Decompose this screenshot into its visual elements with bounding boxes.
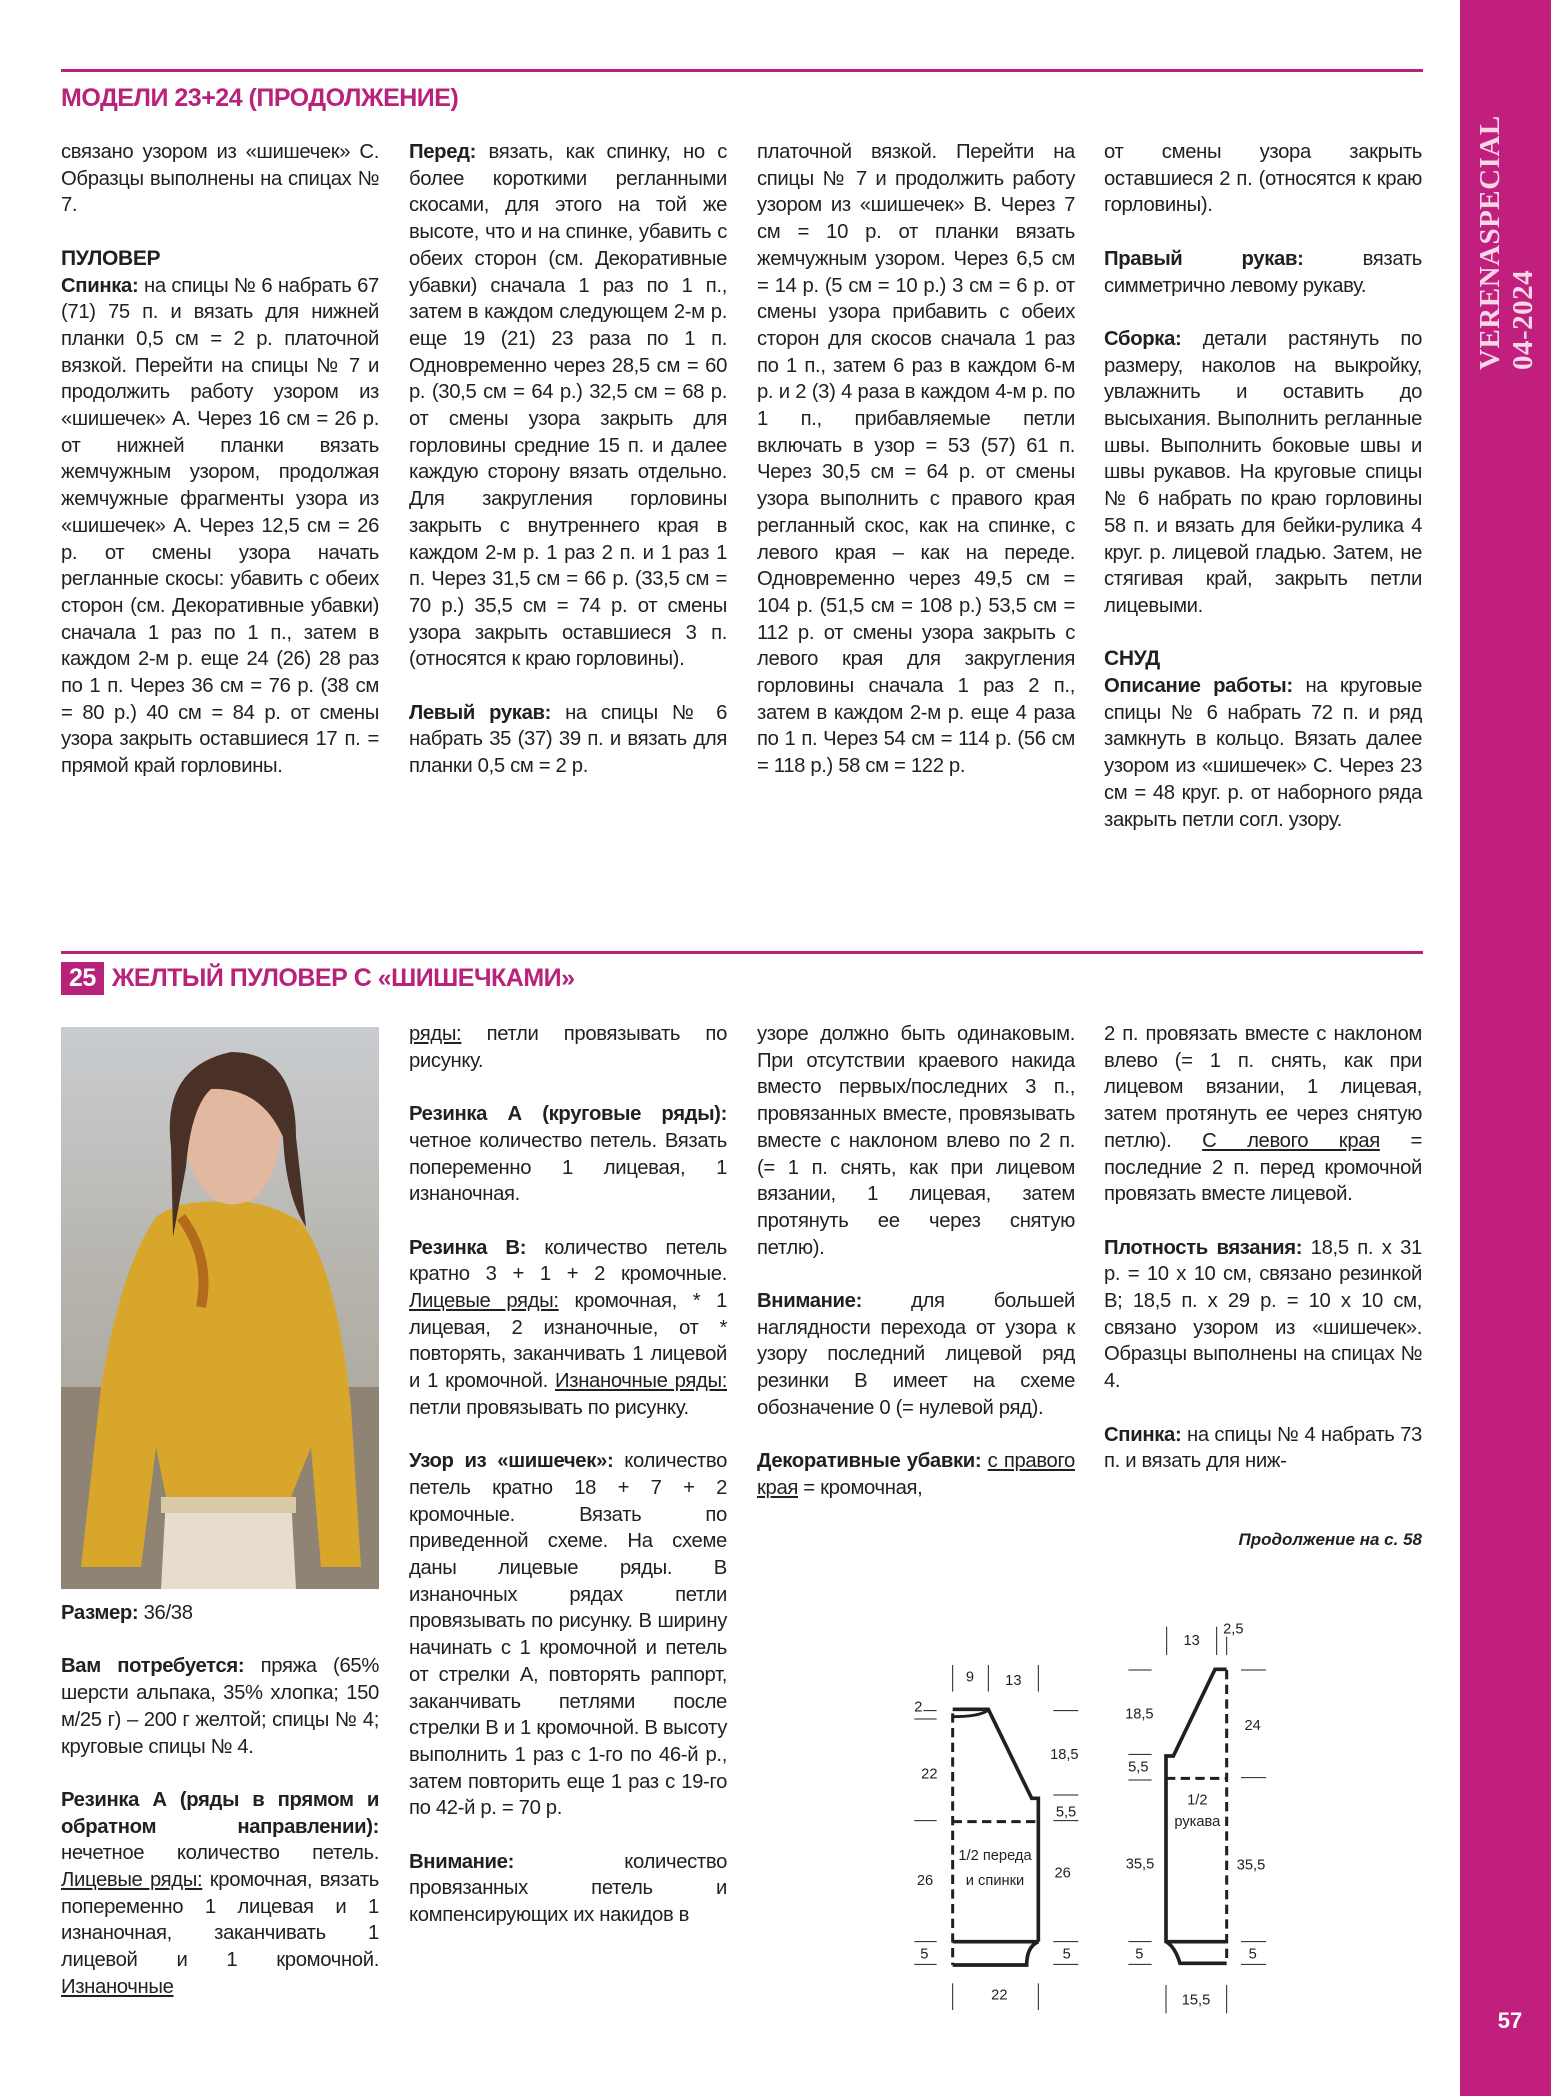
paragraph: [1104, 673, 1422, 833]
text: = кромочная,: [798, 1476, 923, 1499]
bold-lead: Резинка В:: [409, 1236, 527, 1259]
paragraph: [61, 1787, 379, 2001]
text: платочной вязкой. Перейти на спицы № 7 и продолжить работу узором из «шишечек» В. Через 7 см = 10 р. от планки вязать жемчужным узором. Через 6,5 см = 14 р. (5 см = 10 р.) 3 см = 6 р. от смены узора прибавить с обеих сторон для скосов сначала 1 раз по 1 п., затем 6 раз в каждом 6-м р. и 2 (3) 4 раза в каждом 4-м р. по 1 п., прибавляемые петли включать в узор = 53 (57) 61 п. Через 30,5 см = 64 р. от смены узора выполнить с правого края регланный скос, как на спинке, с левого края – как на переде. Одновременно через 49,5 см = 104 р. (51,5 см = 108 р.) 53,5 см = 112 р. от смены узора закрыть с левого края для закругления горловины сначала 1 раз 2 п., затем в каждом 2-м р. еще 4 раза по 1 п. Через 54 см = 114 р. (56 см = 118 р.) 58 см = 122 р.: [757, 141, 1075, 778]
paragraph: [409, 1101, 727, 1208]
bold-lead: Декоративные убавки:: [757, 1450, 982, 1473]
paragraph: [1104, 1235, 1422, 1395]
text: детали растянуть по размеру, наколов на выкройку, увлажнить и оставить до высыхания. Выполнить регланные швы. Выполнить боковые швы и швы рукавов. На круговые спицы № 6 набрать по краю горловины 58 п. и вязать для бейки-рулика 4 круг. р. лицевой гладью. Затем, не стягивая край, закрыть петли лицевыми.: [1104, 327, 1422, 617]
dimension-label: 26: [916, 1873, 934, 1889]
paragraph: [409, 1021, 727, 1074]
bold-lead: Вам потребуется:: [61, 1655, 245, 1678]
dimension-label: 2: [914, 1699, 923, 1716]
section1-column-4: [1104, 139, 1422, 860]
paragraph: [409, 1849, 727, 1929]
underlined-term: Изнаночные: [61, 1975, 174, 1998]
section2-column-2: [409, 1021, 727, 1956]
dimension-label: 2,5: [1223, 1621, 1244, 1638]
dimension-label: 13: [1183, 1633, 1200, 1649]
text: количество петель кратно 3 + 1 + 2 кромочные.: [409, 1236, 727, 1286]
dimension-label: 18,5: [1125, 1706, 1154, 1723]
dimension-label: 9: [965, 1669, 975, 1686]
text: нечетное количество петель.: [61, 1842, 379, 1865]
subheading: [1104, 646, 1422, 673]
bold-lead: Спинка:: [1104, 1423, 1182, 1446]
paragraph: [409, 139, 727, 673]
bold-lead: Плотность вязания:: [1104, 1236, 1303, 1259]
dimension-label: 5: [1135, 1946, 1144, 1963]
text: для большей наглядности перехода от узора к узору последний лицевой ряд резинки В имеет на схеме обозначение 0 (= нулевой ряд).: [757, 1290, 1075, 1419]
paragraph: [757, 1288, 1075, 1422]
text: петли провязывать по рисунку.: [409, 1023, 727, 1072]
section2-title: [61, 962, 575, 995]
underlined-term: с правого края: [757, 1450, 1075, 1499]
dimension-label: 5: [1248, 1946, 1257, 1963]
dimension-label: 5: [920, 1946, 929, 1963]
paragraph: [1104, 246, 1422, 299]
model-number-badge: 25: [61, 962, 104, 995]
body-diagram: [914, 1665, 1078, 2010]
bold-lead: ПУЛОВЕР: [61, 246, 161, 270]
underlined-term: Лицевые ряды:: [61, 1869, 203, 1891]
text: на спицы № 6 набрать 67 (71) 75 п. и вязать для нижней планки 0,5 см = 2 р. платочной вязкой. Перейти на спицы № 7 и продолжить работу узором из «шишечек» А. Через 16 см = 26 р. от нижней планки вязать жемчужным узором, продолжая жемчужные фрагменты узора из «шишечек» А. Через 12,5 см = 26 р. от смены узора начать регланные скосы: убавить с обеих сторон (см. Декоративные убавки) сначала 1 раз по 1 п., затем в каждом 2-м р. еще 24 (26) 28 раз по 1 п. Через 36 см = 76 р. (38 см = 80 р.) 40 см = 84 р. от смены узора закрыть оставшиеся 17 п. = прямой край горловины.: [61, 274, 379, 778]
bold-lead: Левый рукав:: [409, 701, 552, 724]
underlined-term: Лицевые ряды:: [409, 1290, 559, 1312]
bold-lead: Правый рукав:: [1104, 247, 1304, 270]
text: вязать, как спинку, но с более короткими регланными скосами, для этого на той же высоте, что и на спинке, убавить с обеих сторон (см. Декоративные убавки) сначала 1 раз по 1 п., затем в каждом следующем 2-м р. еще 19 (21) 23 раза по 1 п. Одновременно через 28,5 см = 60 р. (30,5 см = 64 р.) 32,5 см = 68 р. от смены узора закрыть для горловины средние 15 п. и далее каждую сторону вязать отдельно. Для закругления горловины закрыть с внутреннего края в каждом 2-м р. 1 раз 2 п. и 1 раз 1 п. Через 31,5 см = 66 р. (33,5 см = 70 р.) 35,5 см = 74 р. от смены узора закрыть оставшиеся 3 п. (относятся к краю горловины).: [409, 141, 727, 671]
dimension-label: 35,5: [1125, 1856, 1155, 1873]
underlined-term: С левого края: [1202, 1129, 1380, 1152]
underlined-term: ряды:: [409, 1023, 462, 1045]
pattern-diagrams: [820, 1600, 1440, 2030]
paragraph: [409, 1235, 727, 1422]
dimension-label: 22: [991, 1987, 1008, 2004]
continued-note: Продолжение на с. 58: [1238, 1530, 1422, 1549]
paragraph: [757, 139, 1075, 780]
text: петли провязывать по рисунку.: [409, 1396, 689, 1419]
section2-column-4: [1104, 1021, 1422, 1502]
dimension-label: 15,5: [1181, 1992, 1211, 2009]
paragraph: [1104, 139, 1422, 219]
model-photo: [61, 1027, 379, 1589]
text: вязать симметрично левому рукаву.: [1104, 247, 1422, 297]
paragraph: [61, 273, 379, 780]
bold-lead: Описание работы:: [1104, 675, 1293, 698]
paragraph: [757, 1021, 1075, 1261]
piece-label: 1/2: [1187, 1792, 1208, 1809]
sleeve-diagram-labels: [1125, 1621, 1265, 2008]
text: 2 п. провязать вместе с наклоном влево (= 1 п. снять, как при лицевом вязании, 1 лицевая, затем протянуть ее через снятую петлю).: [1104, 1023, 1422, 1152]
bold-lead: Узор из «шишечек»:: [409, 1450, 614, 1473]
text: количество петель кратно 18 + 7 + 2 кромочные. Вязать по приведенной схеме. На схеме даны лицевые ряды. В изнаночных рядах петли провязывать по рисунку. В ширину начинать с 1 кромочной и петель от стрелки А, повторять раппорт, заканчивать петлями после стрелки В и 1 кромочной. В высоту выполнить 1 раз с 1-го по 46-й р., затем повторить еще 1 раз с 19-го по 42-й р. = 70 р.: [409, 1450, 727, 1820]
dimension-label: 5,5: [1055, 1804, 1077, 1821]
dimension-label: 5: [1062, 1946, 1071, 1963]
body-diagram-labels: [914, 1670, 1078, 2004]
bold-lead: Резинка А (ряды в прямом и обратном направлении):: [61, 1788, 379, 1838]
text: кромочная, вязать попеременно 1 лицевая и 1 изнаночная, заканчивать 1 лицевой и 1 кромочной.: [61, 1869, 379, 1972]
text: количество провязанных петель и компенсирующих их накидов в: [409, 1850, 727, 1927]
text: на спицы № 6 набрать 35 (37) 39 п. и вязать для планки 0,5 см = 2 р.: [409, 701, 727, 778]
text: 18,5 п. x 31 р. = 10 x 10 см, связано резинкой В; 18,5 п. x 29 р. = 10 x 10 см, связано узором из «шишечек». Образцы выполнены на спицах № 4.: [1104, 1236, 1422, 1393]
bold-lead: Внимание:: [409, 1850, 514, 1873]
paragraph: [409, 700, 727, 780]
section2-column-1: [61, 1600, 379, 2027]
text: от смены узора закрыть оставшиеся 2 п. (относятся к краю горловины).: [1104, 141, 1422, 217]
dimension-label: 13: [1005, 1673, 1022, 1689]
paragraph: [1104, 326, 1422, 620]
section-rule: [61, 69, 1423, 72]
section1-column-1: [61, 139, 379, 807]
dimension-label: 24: [1244, 1718, 1261, 1734]
text: кромочная, * 1 лицевая, 2 изнаночные, от * повторять, заканчивать 1 лицевой и 1 кромочной.: [409, 1290, 727, 1393]
paragraph: [61, 1653, 379, 1760]
model-title: ЖЕЛТЫЙ ПУЛОВЕР С «ШИШЕЧКАМИ»: [111, 964, 575, 992]
bold-lead: Перед:: [409, 141, 477, 163]
bold-lead: Внимание:: [757, 1290, 862, 1313]
text: на круговые спицы № 6 набрать 72 п. и ряд замкнуть в кольцо. Вязать далее узором из «шишечек» С. Через 23 см = 48 круг. р. от наборного ряда закрыть петли согл. узору.: [1104, 675, 1423, 831]
paragraph: [1104, 1021, 1422, 1208]
dimension-label: 26: [1054, 1865, 1071, 1882]
piece-label: и спинки: [965, 1873, 1025, 1889]
piece-label: 1/2 переда: [958, 1848, 1032, 1864]
paragraph: [1104, 1422, 1422, 1475]
bold-lead: СНУД: [1104, 647, 1160, 671]
woman-in-yellow-sweater-image: [61, 1027, 379, 1589]
text: пряжа (65% шерсти альпака, 35% хлопка; 150 м/25 г) – 200 г желтой; спицы № 4; круговые спицы № 4.: [61, 1655, 379, 1758]
paragraph: [61, 1600, 379, 1627]
text: 36/38: [138, 1602, 193, 1624]
subheading: [61, 246, 379, 273]
bold-lead: Размер:: [61, 1602, 139, 1624]
dimension-label: 35,5: [1236, 1857, 1266, 1874]
text: узоре должно быть одинаковым. При отсутствии краевого накида вместо первых/последних 3 п., провязанных вместе, провязывать вместе с наклоном влево по 2 п. (= 1 п. снять, как при лицевом вязании, 1 лицевая, затем протянуть ее через снятую петлю).: [757, 1023, 1075, 1259]
bold-lead: Резинка А (круговые ряды):: [409, 1103, 727, 1126]
underlined-term: Изнаночные ряды:: [555, 1370, 727, 1393]
text: = последние 2 п. перед кромочной провязать вместе лицевой.: [1104, 1129, 1422, 1206]
page-number: 57: [1497, 2008, 1523, 2033]
section1-column-3: [757, 139, 1075, 807]
section-rule: [61, 951, 1423, 954]
dimension-label: 5,5: [1128, 1759, 1149, 1776]
magazine-title: VERENASPECIAL 04-2024: [1474, 116, 1539, 370]
text: связано узором из «шишечек» С. Образцы выполнены на спицах № 7.: [61, 141, 379, 217]
dimension-label: 22: [921, 1766, 938, 1783]
dimension-label: 18,5: [1050, 1747, 1079, 1763]
paragraph: [757, 1448, 1075, 1501]
section1-title: МОДЕЛИ 23+24 (ПРОДОЛЖЕНИЕ): [61, 84, 459, 112]
section2-column-3: [757, 1021, 1075, 1528]
section1-column-2: [409, 139, 727, 807]
piece-label: рукава: [1174, 1814, 1221, 1830]
paragraph: [61, 139, 379, 219]
text: четное количество петель. Вязать попеременно 1 лицевая, 1 изнаночная.: [409, 1129, 727, 1206]
text: на спицы № 4 набрать 73 п. и вязать для ниж-: [1104, 1423, 1422, 1473]
bold-lead: Сборка:: [1104, 327, 1182, 350]
bold-lead: Спинка:: [61, 274, 139, 297]
paragraph: [409, 1448, 727, 1822]
